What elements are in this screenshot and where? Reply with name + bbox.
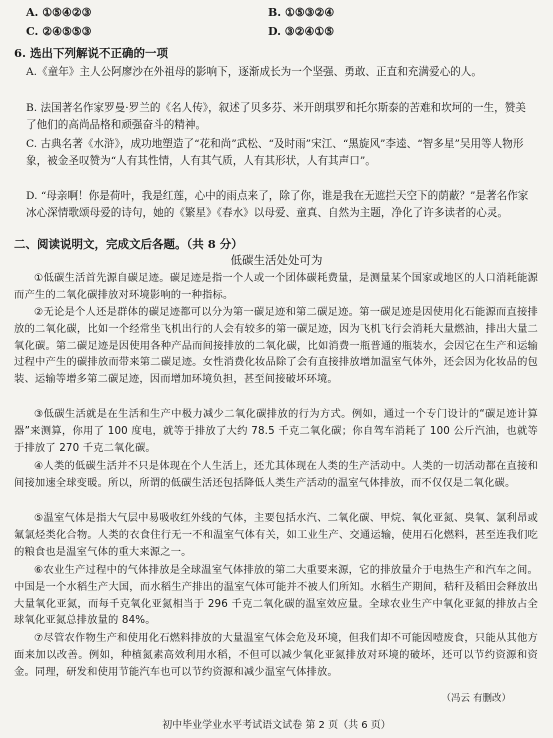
- option-b: B. ①⑤③②④: [268, 6, 335, 19]
- question-6-option-d: D. “母亲啊！你是荷叶，我是红莲，心中的雨点来了，除了你，谁是我在无遮拦天空下的荫蔽？”是著名作家冰心深情歌颂母爱的诗句，她的《繁星》《春水》以母爱、童真、自然为主题，净化了许多读者的心灵。: [26, 190, 529, 220]
- question-6-option-a: A.《童年》主人公阿廖沙在外祖母的影响下，逐渐成长为一个坚强、勇敢、正直和充满爱心的人。: [26, 66, 482, 78]
- article-title: 低碳生活处处可为: [230, 253, 323, 267]
- question-6-option-b: B. 法国著名作家罗曼·罗兰的《名人传》，叙述了贝多芬、米开朗琪罗和托尔斯泰的苦难和坎坷的一生，赞美了他们的高尚品格和顽强奋斗的精神。: [26, 102, 526, 132]
- question-6-option-c: C. 古典名著《水浒》，成功地塑造了“花和尚”武松、“及时雨”宋江、“黑旋风”李逵、“智多星”吴用等人物形象，被金圣叹赞为“人有其性情，人有其气质，人有其形状，人有其声口”。: [26, 138, 524, 168]
- question-6-stem: 6. 选出下列解说不正确的一项: [14, 46, 169, 60]
- option-c: C. ②④⑤⑤③: [26, 25, 92, 38]
- paragraph-7: ⑦尽管农作物生产和使用化石燃料排放的大量温室气体会危及环境，但我们却不可能因噎废食，只能从其他方面来加以改善。例如，种植氮素高效利用水稻，不但可以减少氧化亚氮排放对环境的破坏，还可以节约资源和资金。同理，研发和使用节能汽车也可以节约资源和减少温室气体排放。: [14, 632, 538, 678]
- paragraph-6: ⑥农业生产过程中的气体排放是全球温室气体排放的第二大重要来源，它的排放量介于电热生产和汽车之间。中国是一个水稻生产大国，而水稻生产排出的温室气体可能并不被人们所知。水稻生产期间，秸秆及稻田会释放出大量氧化亚氮，而每千克氧化亚氮相当于 296 千克二氧化碳的温室效应量。全球农业生产中氧化亚氮的排放占全球氧化亚氮总排放量的 84%。: [14, 564, 538, 627]
- paragraph-1: ①低碳生活首先源自碳足迹。碳足迹是指一个人或一个团体碳耗费量，是测量某个国家或地区的人口消耗能源而产生的二氧化碳排放对环境影响的一种指标。: [14, 272, 538, 301]
- page-footer: 初中毕业学业水平考试语文试卷 第 2 页（共 6 页）: [162, 720, 391, 731]
- paragraph-4: ④人类的低碳生活并不只是体现在个人生活上，还尤其体现在人类的生产活动中。人类的一切活动都在直接和间接加速全球变暖。所以，所谓的低碳生活还包括降低人类生产活动的温室气体排放，而不仅仅是二氧化碳。: [14, 460, 538, 489]
- paragraph-2: ②无论是个人还是群体的碳足迹都可以分为第一碳足迹和第二碳足迹。第一碳足迹是因使用化石能源而直接排放的二氧化碳，比如一个经常坐飞机出行的人会有较多的第一碳足迹，因为飞机飞行会消耗大量燃油，排出大量二氧化碳。第二碳足迹是因使用各种产品而间接排放的二氧化碳，比如消费一瓶普通的瓶装水，会因它在生产和运输过程中产生的碳排放而带来第二碳足迹。女性消费化妆品除了会有直接排放增加温室气体外，还会因为化妆品的包装、运输等增多第二碳足迹，因而增加环境负担，甚至间接破坏环境。: [14, 306, 538, 386]
- option-a: A. ①⑤④②③: [26, 6, 92, 19]
- paragraph-3: ③低碳生活就是在生活和生产中极力减少二氧化碳排放的行为方式。例如，通过一个专门设计的“碳足迹计算器”来测算，你用了 100 度电，就等于排放了大约 78.5 千克二氧化碳；你自驾车消耗了 100 公斤汽油，也就等于排放了 270 千克二氧化碳。: [14, 408, 538, 454]
- article-source: （冯云 有删改）: [441, 693, 511, 704]
- paragraph-5: ⑤温室气体是指大气层中易吸收红外线的气体，主要包括水汽、二氧化碳、甲烷、氧化亚氮、臭氧、氯利昂或氟氯烃类化合物。人类的衣食住行无一不和温室气体有关，如工业生产、交通运输，使用石化燃料，甚至连我们吃的粮食也是温室气体的重大来源之一。: [14, 512, 538, 558]
- section-2-heading: 二、阅读说明文，完成文后各题。（共 8 分）: [14, 237, 243, 251]
- option-d: D. ③②④①⑤: [268, 25, 335, 38]
